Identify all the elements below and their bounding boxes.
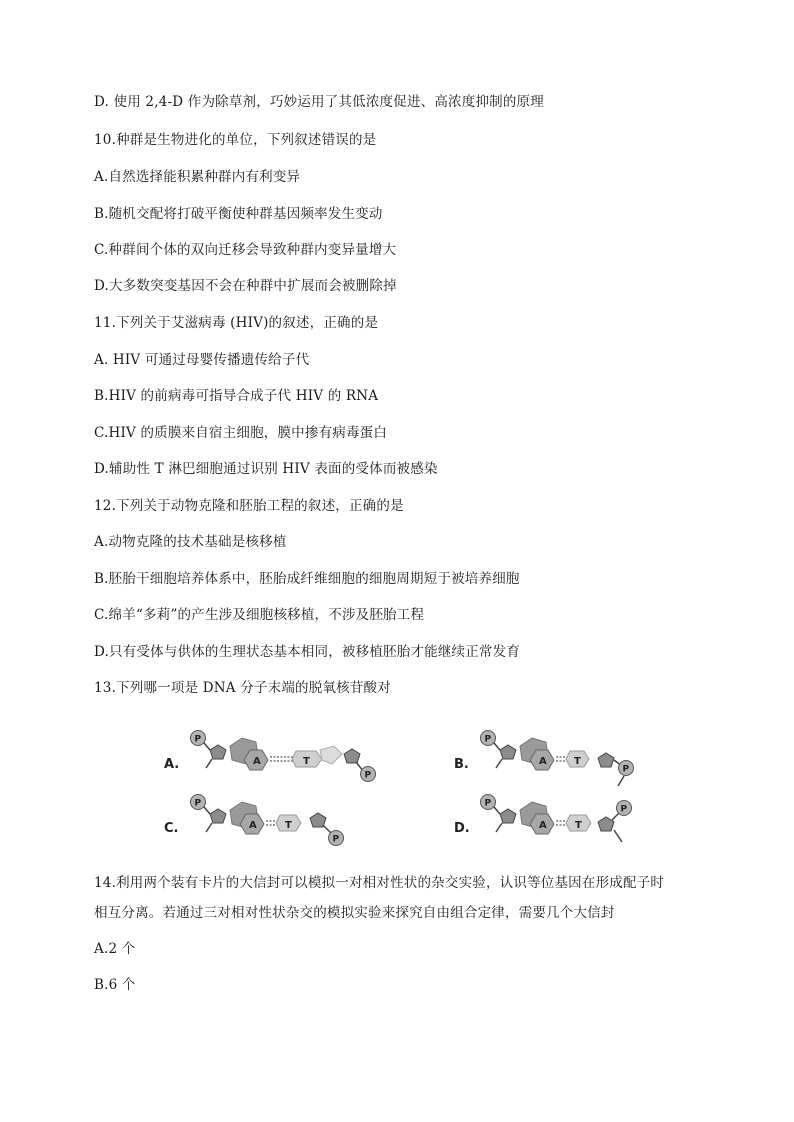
- svg-text:P: P: [484, 798, 492, 809]
- dna-nucleotide-pair-figure: [160, 718, 650, 848]
- option-12a: A.动物克隆的技术基础是核移植: [94, 534, 287, 550]
- option-a-label: A.: [164, 757, 180, 772]
- option-a-diagram: [164, 731, 376, 782]
- question-12: 12.下列关于动物克隆和胚胎工程的叙述，正确的是: [94, 498, 404, 514]
- deoxyribose-icon: [210, 745, 226, 759]
- svg-text:P: P: [194, 798, 202, 809]
- option-11b: B.HIV 的前病毒可指导合成子代 HIV 的 RNA: [94, 388, 379, 404]
- svg-text:A: A: [249, 820, 257, 831]
- option-c-label: C.: [164, 821, 179, 836]
- option-d-diagram: [454, 795, 632, 843]
- question-13: 13.下列哪一项是 DNA 分子末端的脱氧核苷酸对: [94, 680, 391, 696]
- svg-text:P: P: [484, 734, 492, 745]
- option-12d: D.只有受体与供体的生理状态基本相同，被移植胚胎才能继续正常发育: [94, 644, 521, 660]
- question-10: 10.种群是生物进化的单位，下列叙述错误的是: [94, 132, 377, 148]
- svg-text:A: A: [539, 756, 547, 767]
- question-14: 14.利用两个装有卡片的大信封可以模拟一对相对性状的杂交实验，认识等位基因在形成配子时: [94, 875, 665, 891]
- option-14a: A.2 个: [94, 941, 136, 957]
- svg-text:P: P: [194, 734, 202, 745]
- svg-text:P: P: [332, 834, 340, 845]
- option-b-label: B.: [454, 757, 469, 772]
- option-d-label: D.: [454, 821, 470, 836]
- option-b-diagram: [454, 731, 634, 787]
- option-10b: B.随机交配将打破平衡使种群基因频率发生变动: [94, 206, 383, 222]
- option-10c: C.种群间个体的双向迁移会导致种群内变异量增大: [94, 242, 397, 258]
- svg-text:T: T: [575, 820, 582, 831]
- option-11c: C.HIV 的质膜来自宿主细胞，膜中掺有病毒蛋白: [94, 425, 388, 441]
- svg-text:T: T: [285, 820, 292, 831]
- option-9d: D. 使用 2,4-D 作为除草剂，巧妙运用了其低浓度促进、高浓度抑制的原理: [94, 94, 544, 110]
- svg-text:P: P: [364, 770, 372, 781]
- option-14b: B.6 个: [94, 977, 136, 993]
- option-12c: C.绵羊“多莉”的产生涉及细胞核移植，不涉及胚胎工程: [94, 607, 425, 623]
- option-11d: D.辅助性 T 淋巴细胞通过识别 HIV 表面的受体而被感染: [94, 461, 438, 477]
- svg-text:A: A: [253, 756, 261, 767]
- option-12b: B.胚胎干细胞培养体系中，胚胎成纤维细胞的细胞周期短于被培养细胞: [94, 571, 520, 587]
- question-14-cont: 相互分离。若通过三对相对性状杂交的模拟实验来探究自由组合定律，需要几个大信封: [94, 905, 615, 921]
- option-11a: A. HIV 可通过母婴传播遗传给子代: [94, 352, 310, 368]
- svg-text:T: T: [303, 756, 310, 767]
- option-c-diagram: [164, 795, 344, 846]
- option-10d: D.大多数突变基因不会在种群中扩展而会被删除掉: [94, 278, 397, 294]
- option-10a: A.自然选择能积累种群内有利变异: [94, 169, 301, 185]
- svg-text:A: A: [539, 820, 547, 831]
- svg-text:P: P: [622, 764, 630, 775]
- svg-text:P: P: [620, 804, 628, 815]
- svg-text:T: T: [574, 756, 581, 767]
- question-11: 11.下列关于艾滋病毒 (HIV)的叙述，正确的是: [94, 315, 379, 331]
